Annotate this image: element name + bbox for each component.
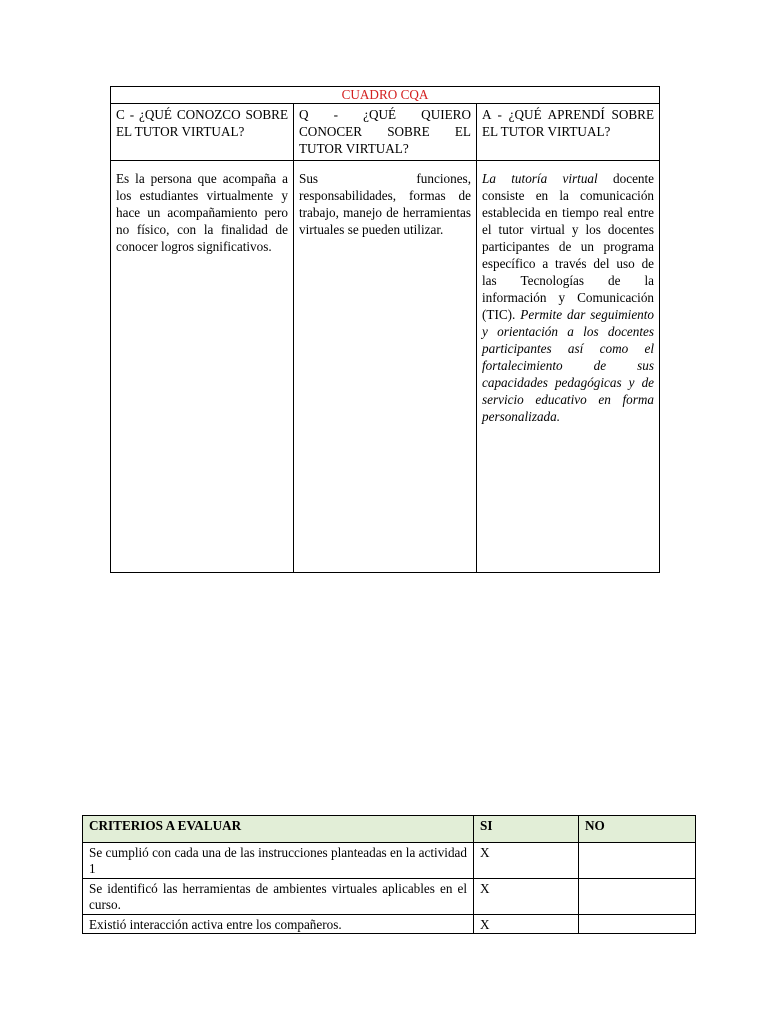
si-cell: X: [474, 879, 579, 915]
cqa-header-q: Q - ¿QUÉ QUIERO CONOCER SOBRE EL TUTOR VIRTUAL?: [294, 104, 477, 161]
evaluation-header-row: [83, 816, 696, 843]
cqa-body-q-text: Sus funciones, responsabilidades, formas de trabajo, manejo de herramientas virtuales se pueden utilizar.: [299, 171, 471, 237]
evaluation-table: [82, 815, 696, 934]
cqa-body-c: [111, 161, 294, 573]
table-row: [83, 843, 696, 879]
cqa-header-c: C - ¿QUÉ CONOZCO SOBRE EL TUTOR VIRTUAL?: [111, 104, 294, 161]
cqa-header-a: A - ¿QUÉ APRENDÍ SOBRE EL TUTOR VIRTUAL?: [477, 104, 660, 161]
cqa-body-a-detail: Permite dar seguimiento y orientación a los docentes participantes así como el fortalecimiento de sus capacidades pedagógicas y de servicio educativo en forma personalizada.: [482, 307, 655, 424]
cqa-body-a-text: [482, 170, 654, 425]
cqa-body-q: [294, 161, 477, 573]
no-cell: [579, 915, 696, 934]
header-si: SI: [474, 816, 579, 843]
table-row: [83, 879, 696, 915]
si-cell: X: [474, 843, 579, 879]
si-cell: X: [474, 915, 579, 934]
criterion-cell: Se cumplió con cada una de las instrucciones planteadas en la actividad 1: [83, 843, 474, 879]
cqa-table: [110, 86, 660, 573]
criterion-cell: Se identificó las herramientas de ambientes virtuales aplicables en el curso.: [83, 879, 474, 915]
criterion-cell: Existió interacción activa entre los compañeros.: [83, 915, 474, 934]
no-cell: [579, 879, 696, 915]
cqa-body-a-term: La tutoría virtual: [482, 171, 598, 186]
header-criterios: CRITERIOS A EVALUAR: [83, 816, 474, 843]
cqa-body-a-definition: docente consiste en la comunicación establecida en tiempo real entre el tutor virtual y los docentes participantes de un programa específico a través del uso de las Tecnologías de la información y Comunicación (TIC).: [482, 171, 655, 322]
table-row: [83, 915, 696, 934]
cqa-body-a: [477, 161, 660, 573]
no-cell: [579, 843, 696, 879]
header-no: NO: [579, 816, 696, 843]
cqa-body-c-text: Es la persona que acompaña a los estudiantes virtualmente y hace un acompañamiento pero no físico, con la finalidad de conocer logros significativos.: [116, 171, 288, 254]
cqa-title: CUADRO CQA: [111, 87, 660, 104]
